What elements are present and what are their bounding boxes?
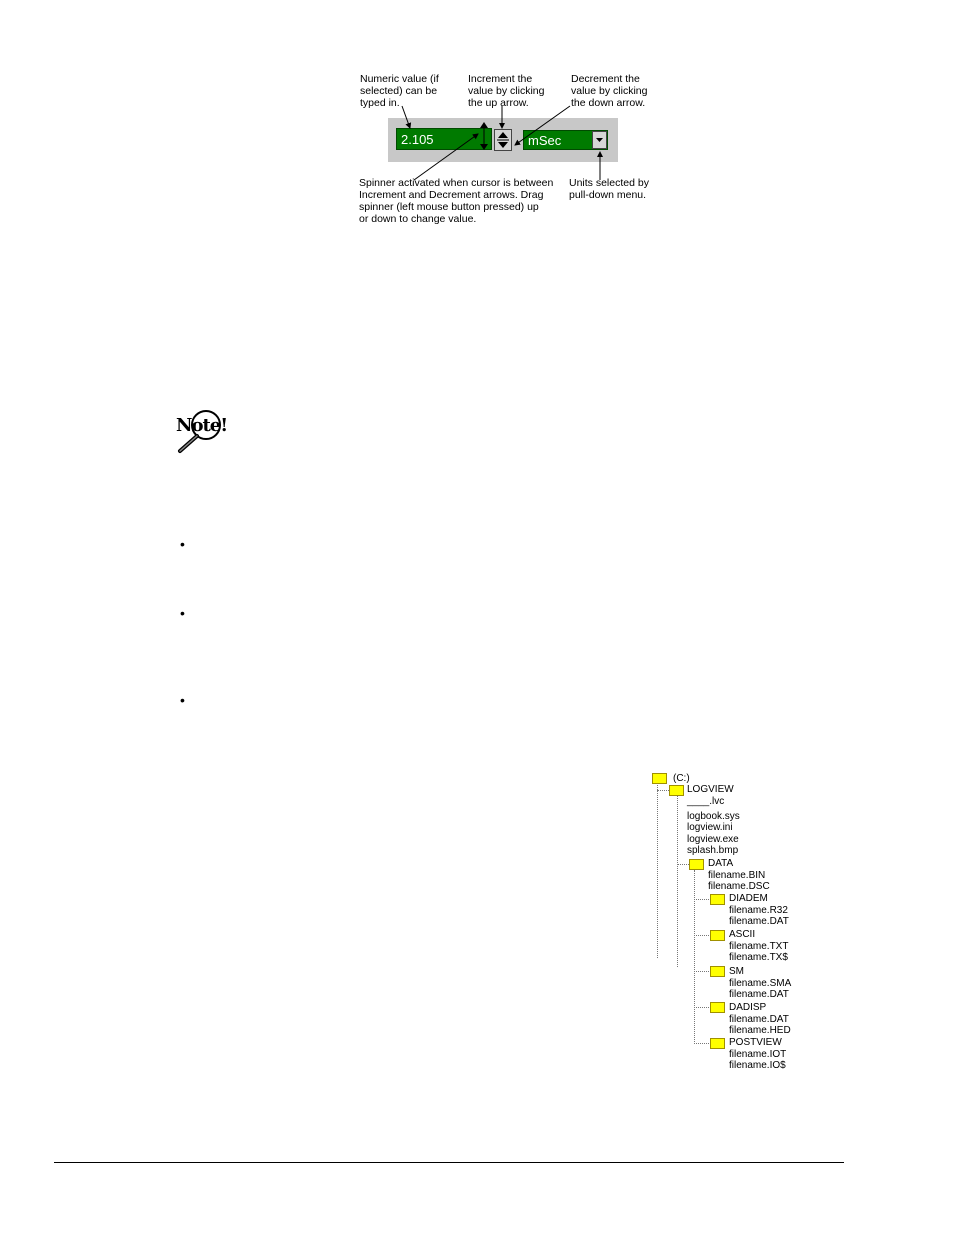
tree-item-file[interactable]: filename.DAT <box>729 916 789 927</box>
tree-item-file[interactable]: ____.lvc <box>687 796 725 807</box>
tree-item-logview[interactable]: LOGVIEW <box>687 784 734 795</box>
tree-item-file[interactable]: splash.bmp <box>687 845 739 856</box>
callout-decrement: Decrement the value by clicking the down arrow. <box>571 73 648 109</box>
folder-icon <box>710 894 725 905</box>
folder-icon <box>710 1002 725 1013</box>
note-icon <box>170 406 226 454</box>
bullet-1: • <box>180 536 185 552</box>
callout-numeric-value: Numeric value (if selected) can be typed in. <box>360 73 439 109</box>
tree-item-data[interactable]: DATA <box>708 858 734 869</box>
tree-item-file[interactable]: filename.DAT <box>729 1014 789 1025</box>
tree-item-file[interactable]: filename.DAT <box>729 989 789 1000</box>
callout-spinner: Spinner activated when cursor is between Increment and Decrement arrows. Drag spinner (left mouse button pressed) up or down to change value. <box>359 177 554 225</box>
tree-item-drive[interactable]: (C:) <box>673 773 690 784</box>
tree-item-file[interactable]: filename.DSC <box>708 881 770 892</box>
numeric-value-input[interactable]: 2.105 <box>396 128 492 150</box>
tree-item-file[interactable]: filename.HED <box>729 1025 791 1036</box>
tree-item-postview[interactable]: POSTVIEW <box>729 1037 782 1048</box>
folder-icon <box>689 859 704 870</box>
bullet-3: • <box>180 692 185 708</box>
folder-icon <box>652 773 667 784</box>
tree-item-file[interactable]: filename.IO$ <box>729 1060 786 1071</box>
folder-icon <box>710 1038 725 1049</box>
folder-icon <box>710 930 725 941</box>
tree-item-file[interactable]: filename.TXT <box>729 941 789 952</box>
tree-item-file[interactable]: filename.IOT <box>729 1049 787 1060</box>
tree-item-diadem[interactable]: DIADEM <box>729 893 768 904</box>
tree-item-file[interactable]: filename.TX$ <box>729 952 788 963</box>
tree-item-file[interactable]: logview.exe <box>687 834 739 845</box>
bullet-2: • <box>180 605 185 621</box>
note-icon-text: Note! <box>176 415 228 436</box>
folder-tree <box>600 770 840 1080</box>
callout-units: Units selected by pull-down menu. <box>569 177 649 201</box>
tree-item-file[interactable]: logbook.sys <box>687 811 740 822</box>
callout-increment: Increment the value by clicking the up arrow. <box>468 73 545 109</box>
tree-item-sm[interactable]: SM <box>729 966 744 977</box>
folder-icon <box>710 966 725 977</box>
tree-item-file[interactable]: filename.R32 <box>729 905 788 916</box>
tree-item-dadisp[interactable]: DADISP <box>729 1002 767 1013</box>
tree-item-file[interactable]: filename.BIN <box>708 870 766 881</box>
tree-item-ascii[interactable]: ASCII <box>729 929 756 940</box>
footer-divider <box>54 1162 844 1163</box>
units-select[interactable]: mSec <box>523 130 608 150</box>
folder-icon <box>669 785 684 796</box>
tree-item-file[interactable]: filename.SMA <box>729 978 792 989</box>
tree-item-file[interactable]: logview.ini <box>687 822 733 833</box>
